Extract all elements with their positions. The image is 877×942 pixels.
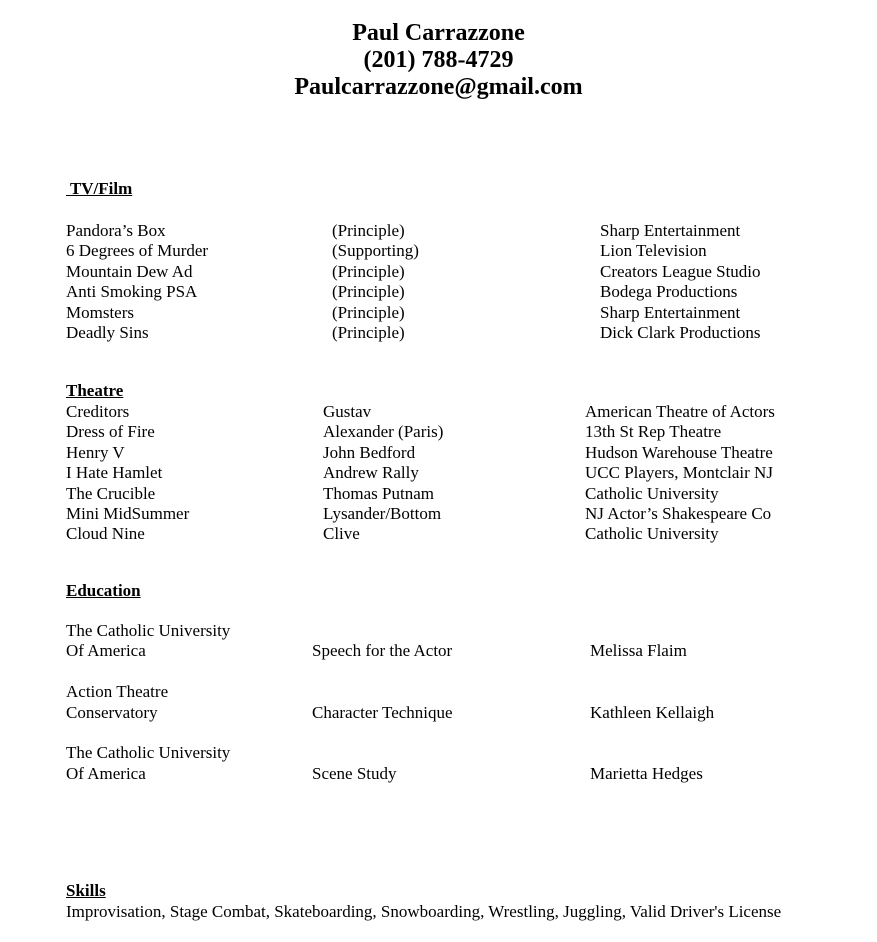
teacher-name: Kathleen Kellaigh <box>590 702 715 722</box>
theatre-row <box>66 402 877 422</box>
theatre-company: Catholic University <box>585 483 719 503</box>
production-company: Sharp Entertainment <box>600 221 741 240</box>
course-name: Scene Study <box>312 763 397 783</box>
school-name-line2: Of America <box>66 763 146 783</box>
role-type: (Principle) <box>332 282 405 302</box>
education-section <box>66 621 877 805</box>
play-title: I Hate Hamlet <box>66 463 163 483</box>
theatre-row <box>66 484 877 504</box>
production-title: Anti Smoking PSA <box>66 282 198 302</box>
production-title: Pandora’s Box <box>66 221 166 240</box>
production-title: 6 Degrees of Murder <box>66 241 209 261</box>
character-name: Clive <box>323 524 360 544</box>
education-heading: Education <box>66 581 141 600</box>
theatre-heading: Theatre <box>66 381 124 400</box>
resume-header <box>0 20 877 101</box>
school-name-line1: The Catholic University <box>66 743 231 763</box>
theatre-company: NJ Actor’s Shakespeare Co <box>585 503 772 523</box>
production-company: Creators League Studio <box>600 261 761 281</box>
character-name: Alexander (Paris) <box>323 422 444 442</box>
theatre-company: American Theatre of Actors <box>585 402 775 421</box>
teacher-name: Marietta Hedges <box>590 763 703 783</box>
character-name: Gustav <box>323 402 372 421</box>
contact-name: Paul Carrazzone <box>352 20 525 46</box>
tv-film-row <box>66 282 877 302</box>
teacher-name: Melissa Flaim <box>590 641 687 661</box>
course-name: Speech for the Actor <box>312 641 453 661</box>
role-type: (Principle) <box>332 322 405 342</box>
production-company: Bodega Productions <box>600 282 738 302</box>
production-company: Lion Television <box>600 241 707 261</box>
course-name: Character Technique <box>312 702 453 722</box>
education-row <box>66 621 877 662</box>
theatre-company: Catholic University <box>585 524 719 544</box>
education-row <box>66 743 877 784</box>
character-name: John Bedford <box>323 442 416 462</box>
theatre-row <box>66 524 877 544</box>
school-name-line1: The Catholic University <box>66 621 231 640</box>
tv-film-row <box>66 221 877 241</box>
theatre-company: 13th St Rep Theatre <box>585 422 722 442</box>
theatre-section <box>66 402 877 545</box>
contact-phone: (201) 788-4729 <box>363 47 514 73</box>
role-type: (Principle) <box>332 302 405 322</box>
character-name: Andrew Rally <box>323 463 419 483</box>
school-name-line2: Of America <box>66 641 146 661</box>
character-name: Lysander/Bottom <box>323 503 442 523</box>
production-title: Deadly Sins <box>66 322 149 342</box>
tv-film-row <box>66 241 877 261</box>
skills-heading: Skills <box>66 881 106 900</box>
tv-film-row <box>66 262 877 282</box>
character-name: Thomas Putnam <box>323 483 434 503</box>
play-title: Mini MidSummer <box>66 503 190 523</box>
school-name-line2: Conservatory <box>66 702 158 722</box>
tv-film-heading: TV/Film <box>66 179 133 198</box>
theatre-company: UCC Players, Montclair NJ <box>585 463 773 483</box>
tv-film-row <box>66 303 877 323</box>
play-title: Henry V <box>66 442 125 462</box>
education-row <box>66 682 877 723</box>
play-title: Creditors <box>66 402 130 421</box>
tv-film-row <box>66 323 877 343</box>
theatre-company: Hudson Warehouse Theatre <box>585 442 773 462</box>
tv-film-section <box>66 221 877 343</box>
skills-list: Improvisation, Stage Combat, Skateboarding, Snowboarding, Wrestling, Juggling, Valid Driver's License <box>66 902 782 921</box>
play-title: Cloud Nine <box>66 524 145 544</box>
school-name-line1: Action Theatre <box>66 682 169 702</box>
production-company: Dick Clark Productions <box>600 322 761 342</box>
role-type: (Supporting) <box>332 241 419 261</box>
theatre-row <box>66 504 877 524</box>
theatre-row <box>66 463 877 483</box>
theatre-row <box>66 443 877 463</box>
role-type: (Principle) <box>332 221 405 240</box>
contact-email: Paulcarrazzone@gmail.com <box>294 74 583 100</box>
role-type: (Principle) <box>332 261 405 281</box>
play-title: Dress of Fire <box>66 422 155 442</box>
play-title: The Crucible <box>66 483 156 503</box>
production-company: Sharp Entertainment <box>600 302 741 322</box>
production-title: Momsters <box>66 302 134 322</box>
theatre-row <box>66 422 877 442</box>
production-title: Mountain Dew Ad <box>66 261 193 281</box>
